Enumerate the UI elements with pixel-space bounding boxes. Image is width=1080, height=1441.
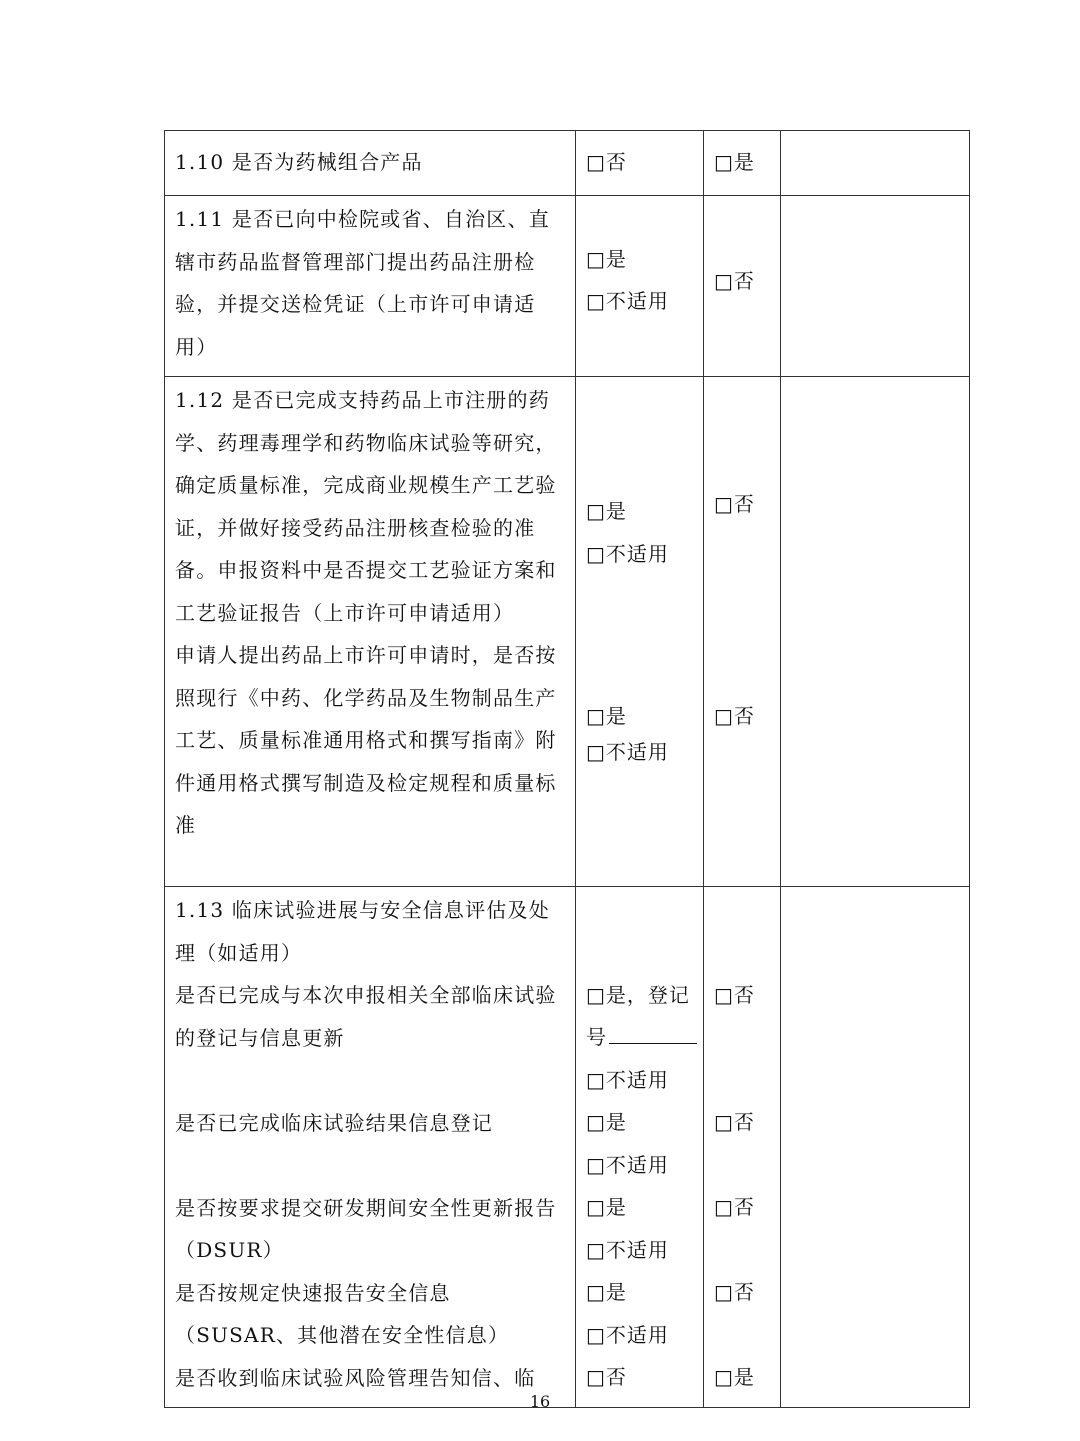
registration-number-field[interactable] [586,1016,697,1059]
checkbox-option[interactable]: □是 [714,150,755,174]
question-text: 是否按规定快速报告安全信息 [175,1280,451,1305]
question-text: 是否已完成与本次申报相关全部临床试验的登记与信息更新 [175,983,557,1050]
checkbox-option[interactable]: □不适用 [586,542,669,566]
checkbox-option[interactable]: □否 [586,150,627,174]
checkbox-option[interactable]: □不适用 [586,740,669,764]
question-cell [165,131,576,196]
remarks-cell [781,196,970,377]
option-cell [576,196,704,377]
table-row [165,377,970,887]
remarks-cell [781,887,970,1408]
checklist-table [164,130,970,1408]
checkbox-option[interactable]: □不适用 [586,1323,669,1347]
option-cell [704,196,781,377]
checkbox-option[interactable]: □否 [714,983,755,1007]
checkbox-option[interactable]: □否 [714,492,755,516]
page-number: 16 [529,1392,551,1411]
question-text: 1.12 是否已完成支持药品上市注册的药学、药理毒理学和药物临床试验等研究，确定质量标准，完成商业规模生产工艺验证，并做好接受药品注册核查检验的准备。申报资料中是否提交工艺验证方案和工艺验证报告（上市许可申请适用） [175,388,557,625]
question-cell [165,196,576,377]
question-text: 1.11 是否已向中检院或省、自治区、直辖市药品监督管理部门提出药品注册检验，并提交送检凭证（上市许可申请适用） [175,207,550,359]
checkbox-option[interactable]: □是 [586,1110,627,1134]
question-text: （SUSAR、其他潜在安全性信息） [175,1323,510,1347]
checkbox-option[interactable]: □否 [714,704,755,728]
question-text: 1.13 临床试验进展与安全信息评估及处理（如适用） [175,898,550,965]
option-cell [576,377,704,887]
checkbox-option[interactable]: □否 [714,1280,755,1304]
question-text: 1.10 是否为药械组合产品 [175,150,423,174]
question-cell [165,377,576,887]
checkbox-option[interactable]: □是 [586,1195,627,1219]
question-text: 是否已完成临床试验结果信息登记 [175,1110,493,1135]
checkbox-option[interactable]: □是 [714,1365,755,1389]
registration-number-label: 号 [586,1025,607,1049]
question-text: 申请人提出药品上市许可申请时，是否按照现行《中药、化学药品及生物制品生产工艺、质量标准通用格式和撰写指南》附件通用格式撰写制造及检定规程和质量标准 [175,643,557,837]
option-cell [704,131,781,196]
checkbox-option[interactable]: □否 [714,1195,755,1219]
remarks-cell [781,377,970,887]
checkbox-option[interactable]: □是 [586,247,627,271]
checkbox-option[interactable]: □是，登记 [586,983,690,1007]
option-cell [576,887,704,1408]
checkbox-option[interactable]: □否 [714,269,755,293]
option-cell [704,887,781,1408]
checkbox-option[interactable]: □不适用 [586,1068,669,1092]
option-cell [704,377,781,887]
checkbox-option[interactable]: □是 [586,1280,627,1304]
remarks-cell [781,131,970,196]
option-cell [576,131,704,196]
checkbox-option[interactable]: □不适用 [586,1238,669,1262]
table-row [165,887,970,1408]
registration-number-blank[interactable] [609,1021,697,1044]
checkbox-option[interactable]: □否 [586,1365,627,1389]
checkbox-option[interactable]: □是 [586,499,627,523]
checkbox-option[interactable]: □是 [586,704,627,728]
checkbox-option[interactable]: □否 [714,1110,755,1134]
checkbox-option[interactable]: □不适用 [586,1153,669,1177]
table-row [165,196,970,377]
table-row [165,131,970,196]
question-text: 是否按要求提交研发期间安全性更新报告（DSUR） [175,1195,557,1262]
question-text: 是否收到临床试验风险管理告知信、临 [175,1365,536,1390]
checkbox-option[interactable]: □不适用 [586,289,669,313]
question-cell [165,887,576,1408]
